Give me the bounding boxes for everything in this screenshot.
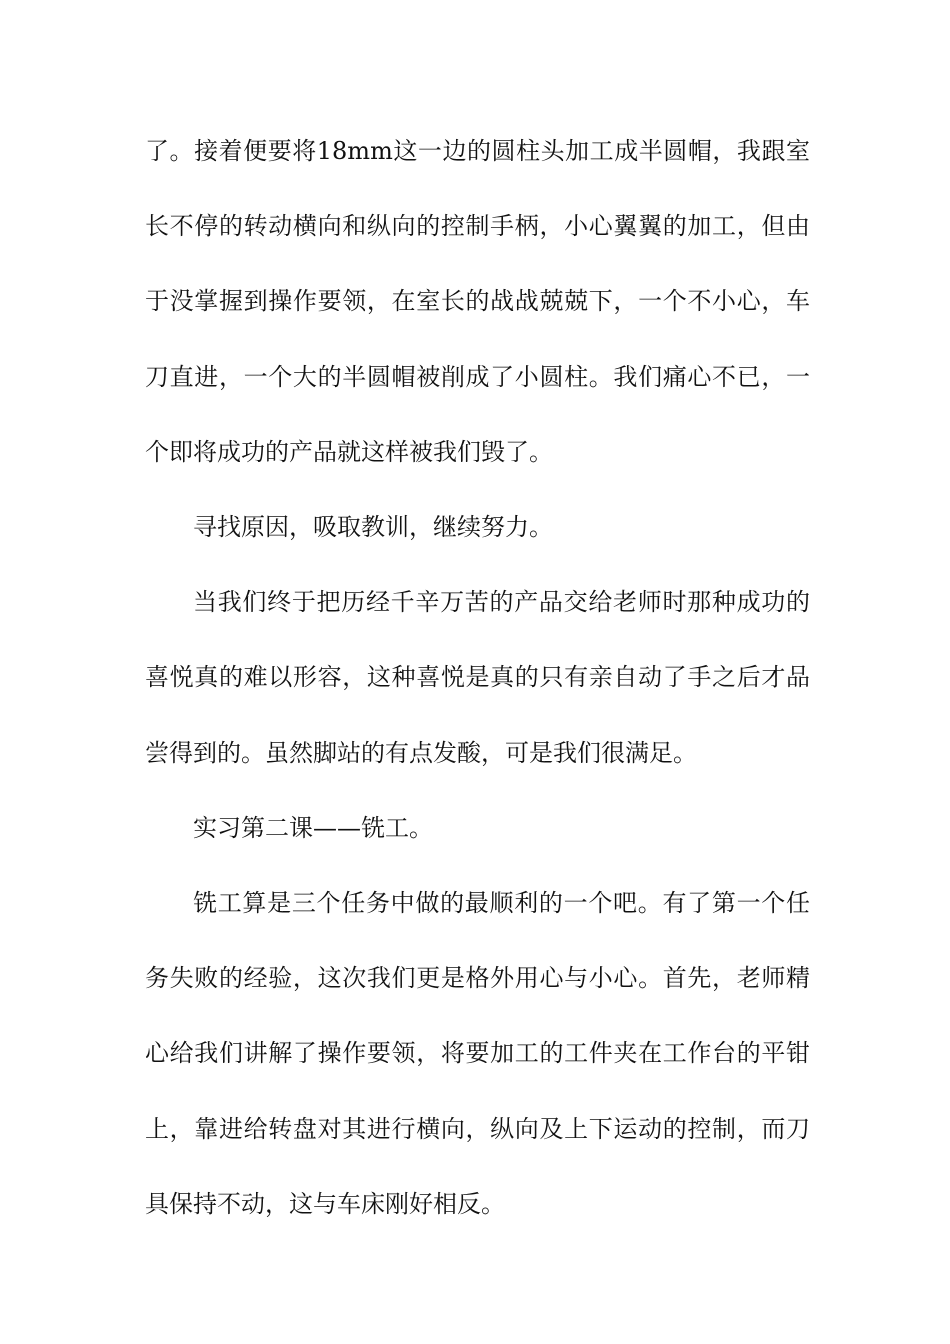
paragraph-lesson-two-heading: 实习第二课——铣工。 — [193, 813, 433, 842]
paragraph-continued: 了。接着便要将18mm这一边的圆柱头加工成半圆帽，我跟室长不停的转动横向和纵向的控制手柄，小心翼翼的加工，但由于没掌握到操作要领，在室长的战战兢兢下，一个不小心，车刀直进，一个大的半圆帽被削成了小圆柱。我们痛心不已，一个即将成功的产品就这样被我们毁了。 — [145, 137, 810, 466]
paragraph-success-joy: 当我们终于把历经千辛万苦的产品交给老师时那种成功的喜悦真的难以形容，这种喜悦是真的只有亲自动了手之后才品尝得到的。虽然脚站的有点发酸，可是我们很满足。 — [145, 588, 810, 767]
paragraph-find-cause: 寻找原因，吸取教训，继续努力。 — [193, 513, 553, 542]
paragraph-milling: 铣工算是三个任务中做的最顺利的一个吧。有了第一个任务失败的经验，这次我们更是格外用心与小心。首先，老师精心给我们讲解了操作要领，将要加工的工件夹在工作台的平钳上，靠进给转盘对其进行横向，纵向及上下运动的控制，而刀具保持不动，这与车床刚好相反。 — [145, 889, 810, 1218]
body-text — [145, 114, 810, 1242]
